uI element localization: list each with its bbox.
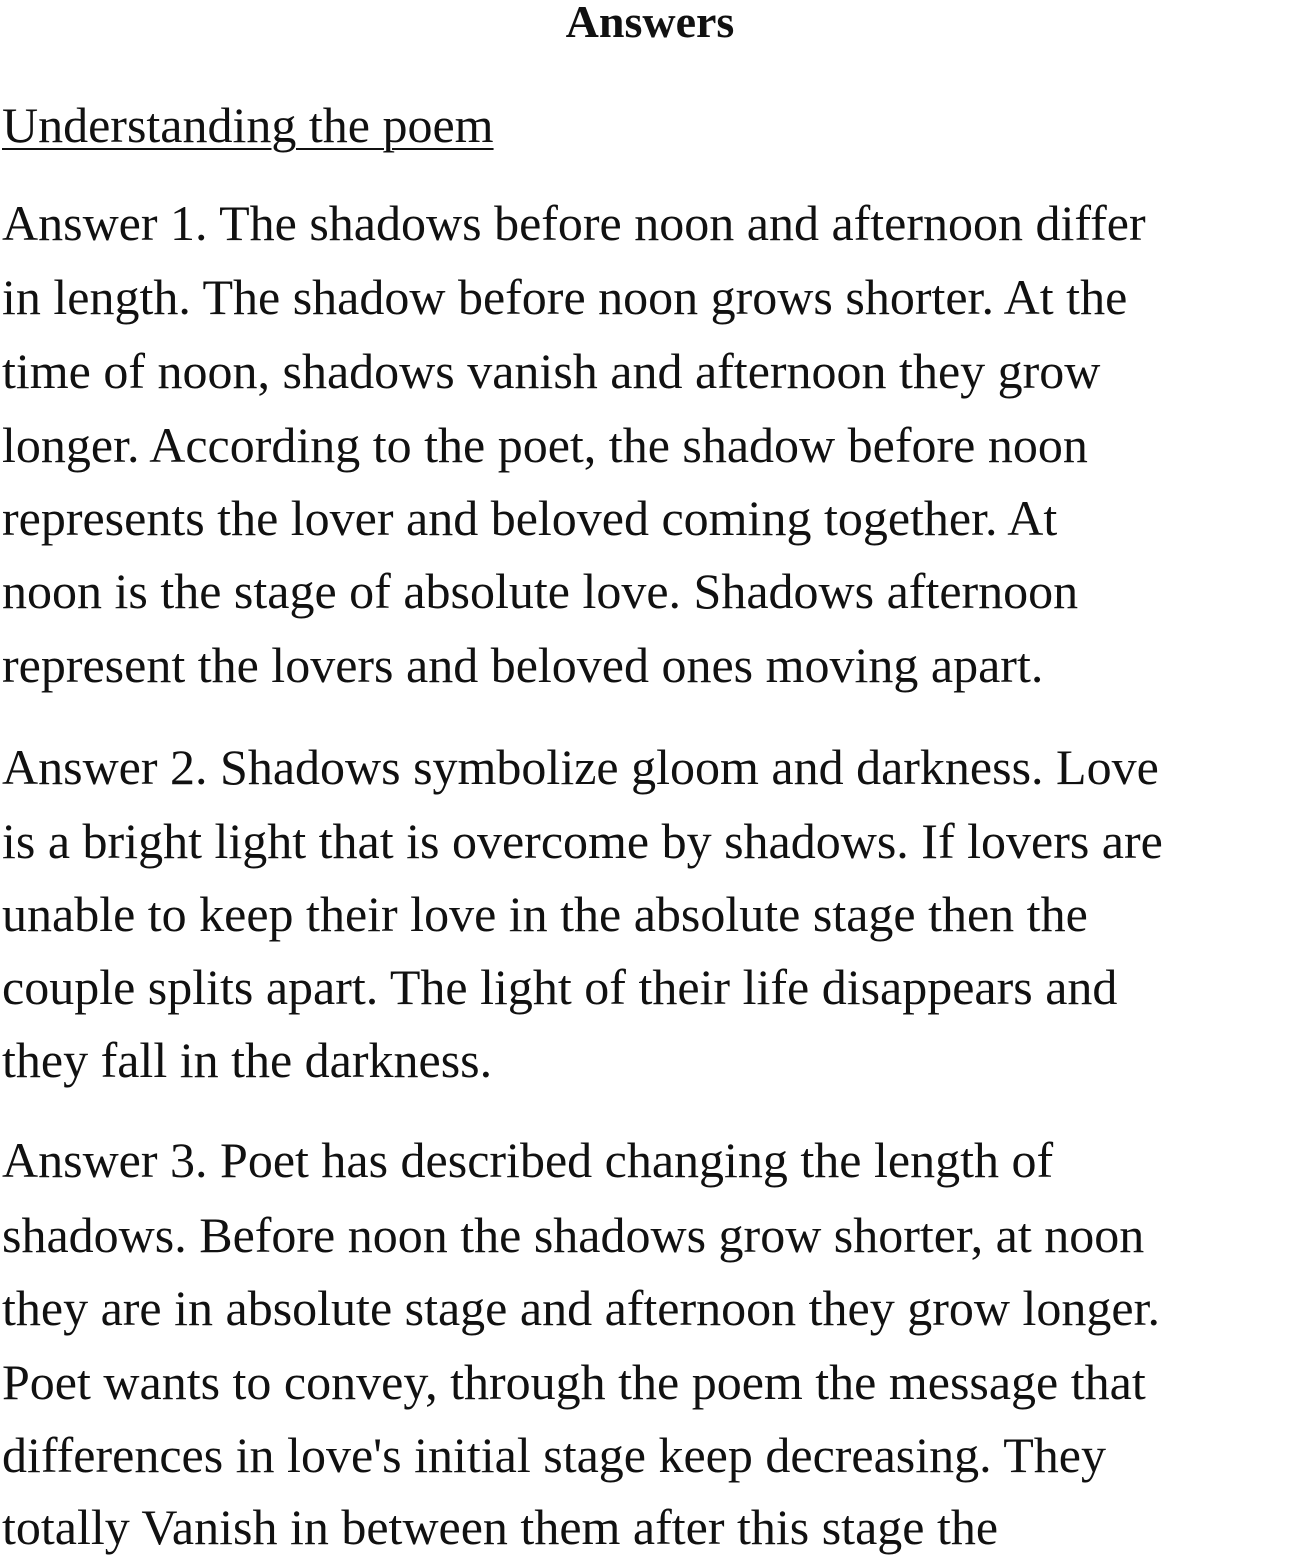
answer-2-line: couple splits apart. The light of their life disappears and — [2, 959, 1118, 1015]
answer-1-line: in length. The shadow before noon grows shorter. At the — [2, 269, 1128, 325]
answer-2-line: they fall in the darkness. — [2, 1032, 493, 1088]
answer-3-line: they are in absolute stage and afternoon they grow longer. — [2, 1280, 1160, 1336]
answer-3-line: Poet wants to convey, through the poem the message that — [2, 1354, 1146, 1410]
answer-1-line: represents the lover and beloved coming together. At — [2, 490, 1058, 546]
answer-1-line: time of noon, shadows vanish and afternoon they grow — [2, 343, 1101, 399]
page-title: Answers — [565, 0, 735, 47]
answer-1-line: longer. According to the poet, the shadow before noon — [2, 417, 1088, 473]
answer-3-line: Answer 3. Poet has described changing the length of — [2, 1132, 1054, 1188]
answer-1-line: noon is the stage of absolute love. Shadows afternoon — [2, 563, 1079, 619]
answer-3-line: differences in love's initial stage keep decreasing. They — [2, 1427, 1106, 1483]
answer-3-line: totally Vanish in between them after this stage the — [2, 1499, 999, 1555]
answer-2-line: Answer 2. Shadows symbolize gloom and darkness. Love — [2, 739, 1159, 795]
answer-1-line: represent the lovers and beloved ones moving apart. — [2, 637, 1044, 693]
answer-1-line: Answer 1. The shadows before noon and afternoon differ — [2, 195, 1146, 251]
answer-2-line: is a bright light that is overcome by shadows. If lovers are — [2, 813, 1163, 869]
answer-2-line: unable to keep their love in the absolute stage then the — [2, 886, 1088, 942]
answer-3-line: shadows. Before noon the shadows grow shorter, at noon — [2, 1207, 1145, 1263]
section-heading: Understanding the poem — [2, 97, 494, 153]
